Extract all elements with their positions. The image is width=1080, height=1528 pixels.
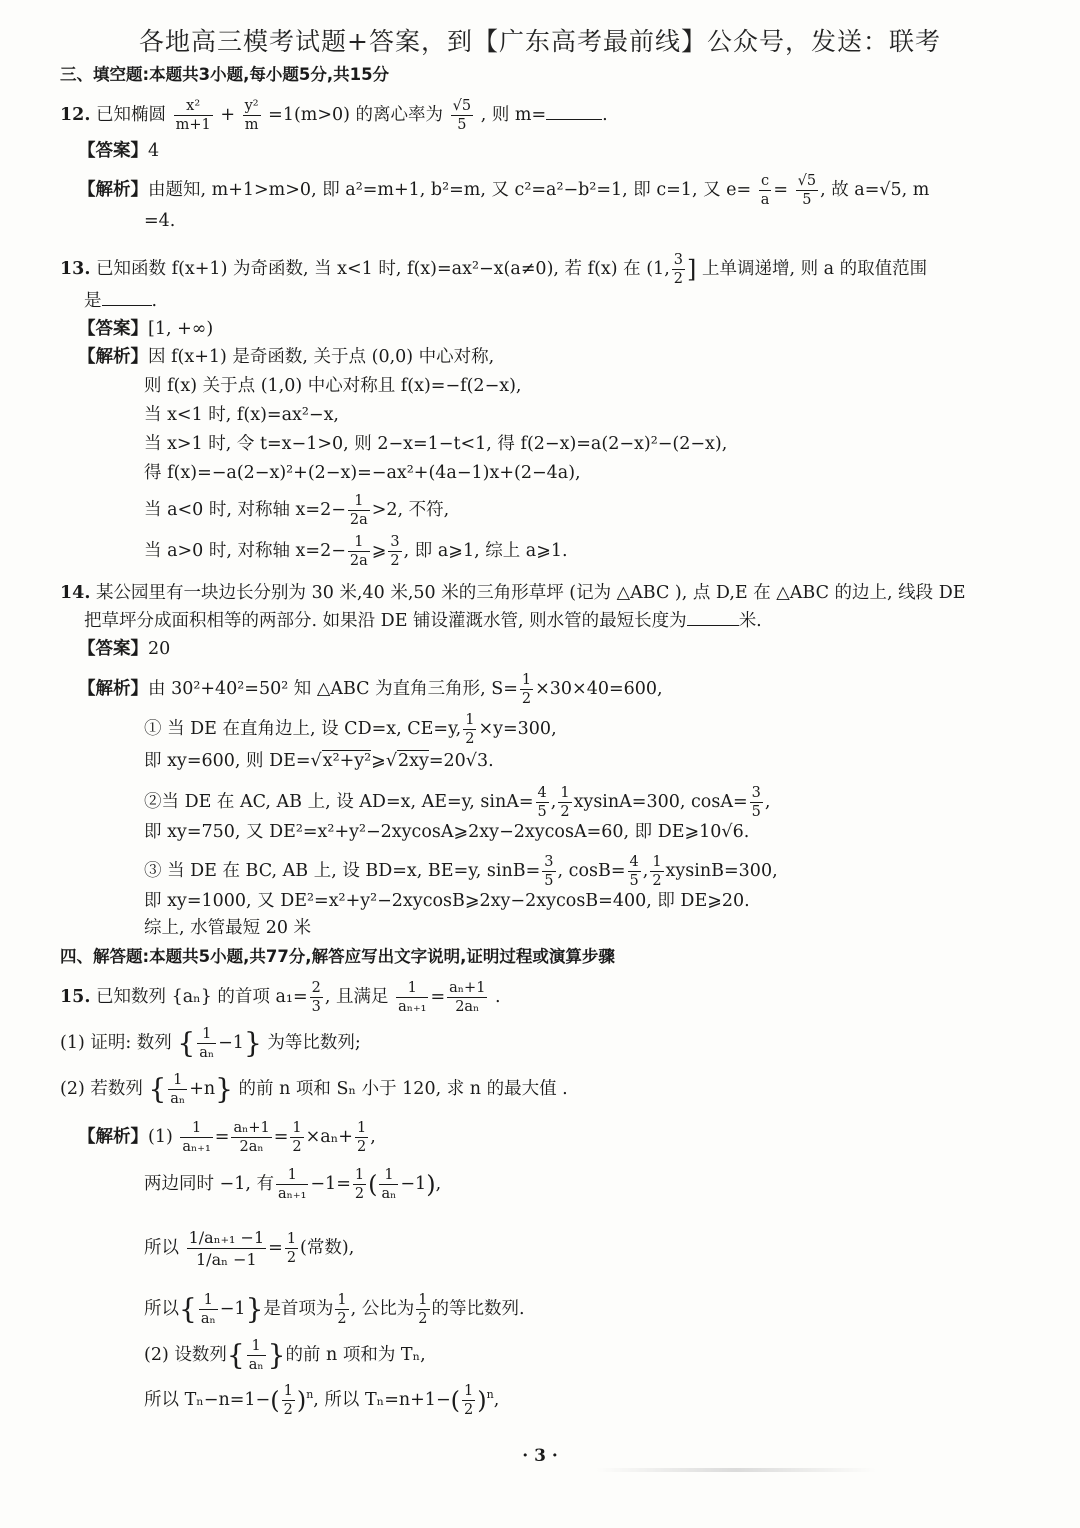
q13-s6-num: 1 xyxy=(348,493,370,511)
q13-s7-den2: 2 xyxy=(390,553,400,569)
q15-s4-in: −1 xyxy=(219,1299,246,1319)
q13-stem-line-1 xyxy=(60,252,927,287)
q14-s6-d2: 5 xyxy=(629,873,639,889)
q14-s3-b: ⩾ xyxy=(371,751,386,771)
q13-interval-num: 3 xyxy=(673,252,683,268)
q15-s4-frac3 xyxy=(416,1292,429,1327)
q12-ecc-num: √5 xyxy=(452,98,472,114)
q12-tail: , 则 m= xyxy=(480,105,547,125)
q13-solution-s6 xyxy=(144,493,449,528)
q15-solution-s3 xyxy=(144,1228,354,1269)
q13-solution-s2: 则 f(x) 关于点 (1,0) 中心对称且 f(x)=−f(2−x), xyxy=(144,376,522,396)
q12-sol-ca xyxy=(759,173,772,208)
q14-s6-d3: 2 xyxy=(652,873,662,889)
q15-solution-s6 xyxy=(144,1382,499,1418)
q15-p1-lbrace-icon: { xyxy=(177,1026,196,1060)
q13-s7-num2: 3 xyxy=(390,534,400,550)
q15-part-1 xyxy=(60,1026,361,1061)
q15-s2-n1: 1 xyxy=(276,1167,308,1185)
q14-solution-line-1 xyxy=(78,672,663,707)
q15-p2-b: 的前 n 项和 Sₙ 小于 120, 求 n 的最大值 . xyxy=(238,1079,568,1099)
q15-s4-a: 所以 xyxy=(144,1299,179,1319)
q13-answer-blank xyxy=(102,305,152,306)
q15-s4-b: 是首项为 xyxy=(263,1299,334,1319)
q15-s1-a: (1) xyxy=(148,1127,173,1147)
q14-s6-frac2 xyxy=(628,854,641,889)
q12-eq: =1(m>0) 的离心率为 xyxy=(268,105,444,125)
q15-p2-in: +n xyxy=(189,1079,216,1099)
q15-stem-frac1 xyxy=(310,980,323,1015)
q14-s6-d1: 5 xyxy=(544,873,554,889)
q15-s2-c: −1 xyxy=(400,1174,427,1194)
q14-s4-frac3 xyxy=(750,785,763,820)
q14-s4-d3: 5 xyxy=(751,804,761,820)
q15-s5-d: aₙ xyxy=(248,1357,264,1373)
q15-solution-s2 xyxy=(144,1167,441,1202)
q15-s6-exp2: n xyxy=(486,1388,494,1401)
q15-stem-b: , 且满足 xyxy=(324,987,389,1007)
q15-s2-b: −1= xyxy=(310,1174,351,1194)
q15-s6-rparen1-icon: ) xyxy=(296,1386,307,1415)
q14-s6-b: , cosB= xyxy=(557,861,626,881)
q12-answer-blank xyxy=(546,119,602,120)
q15-s6-exp1: n xyxy=(306,1388,314,1401)
q13-solution-line-1 xyxy=(78,344,494,370)
q15-s5-rbrace-icon: } xyxy=(267,1338,286,1372)
q15-s2-n3: 1 xyxy=(379,1167,398,1185)
q13-text-a: 已知函数 f(x+1) 为奇函数, 当 x<1 时, f(x)=ax²−x(a≠0), 若 f(x) 在 xyxy=(96,259,641,279)
q14-answer-line xyxy=(78,636,170,662)
q15-s5-frac xyxy=(247,1338,266,1373)
q15-s2-frac2 xyxy=(353,1167,366,1202)
q15-stem-a: 已知数列 {aₙ} 的首项 a₁= xyxy=(96,987,308,1007)
q14-answer-label: 【答案】 xyxy=(78,639,148,659)
q14-solution-s8: 综上, 水管最短 20 米 xyxy=(144,918,312,938)
q13-s7-c: , 即 a⩾1, 综上 a⩾1. xyxy=(403,541,568,561)
q15-solution-label: 【解析】 xyxy=(78,1127,148,1147)
q15-s6-a: 所以 Tₙ−n=1− xyxy=(144,1390,271,1410)
q15-s1-n1: 1 xyxy=(180,1120,212,1138)
q15-p2-den: aₙ xyxy=(170,1091,186,1107)
q12-sol-e-den: 5 xyxy=(802,192,812,208)
q15-number: 15. xyxy=(60,987,91,1007)
q15-p1-num: 1 xyxy=(197,1026,216,1044)
q15-s4-frac1 xyxy=(199,1292,218,1327)
banner-header: 各地高三模考试题+答案，到【广东高考最前线】公众号，发送：联考 xyxy=(139,27,941,56)
q14-s2-den: 2 xyxy=(465,731,475,747)
q14-answer-blank xyxy=(687,625,739,626)
q15-s3-n: 1 xyxy=(286,1231,297,1247)
q15-s1-frac1 xyxy=(180,1120,212,1155)
q15-s6-c: , xyxy=(493,1390,500,1410)
q13-s6-a: 当 a<0 时, 对称轴 x=2− xyxy=(144,500,346,520)
q15-p2-num: 1 xyxy=(168,1072,187,1090)
q15-s4-n2: 1 xyxy=(337,1292,347,1308)
q12-sol-eq: = xyxy=(773,180,789,200)
q14-s3-c: =20√3. xyxy=(428,751,494,771)
q13-s6-frac xyxy=(348,493,370,528)
q14-s2-num: 1 xyxy=(465,712,475,728)
q12-lead: 已知椭圆 xyxy=(96,105,167,125)
q15-s4-c: , 公比为 xyxy=(350,1299,415,1319)
q15-s4-d: 的等比数列. xyxy=(431,1299,525,1319)
q15-solution-s5 xyxy=(144,1338,426,1373)
q14-s4-n1: 4 xyxy=(537,785,547,801)
q15-p1-den: aₙ xyxy=(199,1045,215,1061)
q12-solution-text-a: 由题知, m+1>m>0, 即 a²=m+1, b²=m, 又 c²=a²−b²=1, 即 c=1, 又 e= xyxy=(148,180,752,200)
q14-line1: 某公园里有一块边长分别为 30 米,40 米,50 米的三角形草坪 (记为 △ABC ), 点 D,E 在 △ABC 的边上, 线段 DE xyxy=(96,583,966,603)
q14-s1-den: 2 xyxy=(521,691,532,707)
q13-line2-end: . xyxy=(151,291,158,311)
q13-interval-close: ] xyxy=(687,255,697,284)
q15-s4-rbrace-icon: } xyxy=(245,1292,264,1326)
q12-ecc xyxy=(451,98,473,133)
q15-s3-a: 所以 xyxy=(144,1238,179,1258)
section-4-title: 四、解答题:本题共5小题,共77分,解答应写出文字说明,证明过程或演算步骤 xyxy=(60,947,615,966)
q14-solution-s2 xyxy=(144,712,557,747)
q12-plus: + xyxy=(220,105,235,125)
q15-s6-n2: 1 xyxy=(463,1383,474,1399)
q13-solution-s5: 得 f(x)=−a(2−x)²+(2−x)=−ax²+(4a−1)x+(2−4a), xyxy=(144,463,581,483)
q15-s2-lparen-icon: ( xyxy=(368,1170,378,1199)
q14-s6-d: xysinB=300, xyxy=(665,861,778,881)
q15-stem-frac2 xyxy=(396,980,428,1015)
q15-s5-b: 的前 n 项和为 Tₙ, xyxy=(285,1345,426,1365)
q12-stem xyxy=(60,98,608,133)
q14-s2-b: ×y=300, xyxy=(478,719,557,739)
q12-frac2-num: y² xyxy=(244,98,259,114)
q15-stem-d: . xyxy=(495,987,501,1007)
scan-artifact xyxy=(596,1468,876,1472)
q14-s4-d1: 5 xyxy=(537,804,547,820)
q15-s1-d1: aₙ₊₁ xyxy=(182,1139,211,1155)
q15-s6-b: , 所以 Tₙ=n+1− xyxy=(313,1390,451,1410)
q15-s6-rparen2-icon: ) xyxy=(477,1386,487,1415)
q15-solution-s4 xyxy=(144,1292,525,1327)
q15-s1-d4: 2 xyxy=(356,1139,367,1155)
q14-s6-n3: 1 xyxy=(652,854,662,870)
q15-s1-d: ×aₙ+ xyxy=(305,1127,353,1147)
q12-frac2 xyxy=(243,98,261,133)
q15-s1-c: = xyxy=(273,1127,289,1147)
q15-stem xyxy=(60,980,501,1015)
q13-s7-a: 当 a>0 时, 对称轴 x=2− xyxy=(144,541,346,561)
q15-s1-frac2 xyxy=(231,1120,271,1155)
q15-stem-c: = xyxy=(430,987,446,1007)
q14-s3-root2: 2xy xyxy=(397,751,429,771)
q15-s1-e: , xyxy=(370,1127,376,1147)
q15-s5-a: (2) 设数列 xyxy=(144,1345,227,1365)
q15-stem-d3: 2aₙ xyxy=(455,999,480,1015)
q15-s1-d3: 2 xyxy=(292,1139,302,1155)
q15-s4-lbrace-icon: { xyxy=(179,1292,197,1326)
q12-solution-label: 【解析】 xyxy=(78,180,148,200)
q12-end: . xyxy=(602,105,608,125)
q14-s6-c: , xyxy=(642,861,649,881)
q15-s3-compound-frac xyxy=(187,1228,267,1269)
q15-s1-frac3 xyxy=(290,1120,303,1155)
q12-answer: 4 xyxy=(148,141,160,161)
q12-solution-line-1 xyxy=(78,173,929,208)
q14-s4-frac2 xyxy=(558,785,571,820)
q14-stem-line-2 xyxy=(84,608,762,634)
q12-number: 12. xyxy=(60,105,91,125)
q15-p1-a: (1) 证明: 数列 xyxy=(60,1033,172,1053)
q14-answer: 20 xyxy=(148,639,171,659)
q12-answer-label: 【答案】 xyxy=(78,141,148,161)
q14-s1-frac xyxy=(520,672,533,707)
q15-s6-lparen2-icon: ( xyxy=(450,1386,460,1415)
q14-s4-d2: 2 xyxy=(560,804,570,820)
q12-ecc-den: 5 xyxy=(457,117,467,133)
q13-s7-frac2 xyxy=(388,534,401,569)
q13-answer-line xyxy=(78,316,213,342)
q13-line2-a: 是 xyxy=(84,291,102,311)
q15-s1-b: = xyxy=(214,1127,230,1147)
q13-interval-den: 2 xyxy=(673,271,683,287)
q15-solution-s1 xyxy=(78,1120,376,1155)
q15-s2-frac3 xyxy=(379,1167,398,1202)
q12-sol-ca-num: c xyxy=(759,173,772,191)
q13-s7-frac1 xyxy=(348,534,370,569)
q14-s6-a: ③ 当 DE 在 BC, AB 上, 设 BD=x, BE=y, sinB= xyxy=(144,861,541,881)
q15-s6-d2: 2 xyxy=(463,1402,474,1418)
q15-s3-b: = xyxy=(268,1238,283,1258)
q15-s3-c: (常数), xyxy=(300,1238,355,1258)
q14-s6-frac1 xyxy=(542,854,555,889)
q15-s4-n1: 1 xyxy=(199,1292,218,1310)
q13-interval-frac xyxy=(672,252,685,287)
q13-answer: [1, +∞) xyxy=(148,319,214,339)
q15-s2-n2: 1 xyxy=(354,1167,365,1183)
q13-s6-den: 2a xyxy=(349,512,368,528)
q15-s1-n2: aₙ+1 xyxy=(233,1120,270,1136)
q15-p2-lbrace-icon: { xyxy=(148,1072,167,1106)
q12-sol-e xyxy=(796,173,818,208)
q15-s4-d3: 2 xyxy=(418,1311,428,1327)
q15-s2-rparen-icon: ) xyxy=(426,1170,436,1199)
q14-line2-end: 米. xyxy=(738,611,762,631)
q15-s6-frac1 xyxy=(282,1383,295,1418)
q14-s4-n3: 3 xyxy=(751,785,761,801)
q13-interval-open: (1, xyxy=(646,259,670,279)
q13-s7-num: 1 xyxy=(348,534,370,552)
q15-s6-frac2 xyxy=(462,1383,475,1418)
q13-solution-s1: 因 f(x+1) 是奇函数, 关于点 (0,0) 中心对称, xyxy=(148,347,495,367)
q15-s2-d: , xyxy=(435,1174,442,1194)
q14-solution-s6 xyxy=(144,854,778,889)
q15-s3-frac xyxy=(285,1231,298,1266)
q12-solution-text-b: , 故 a=√5, m xyxy=(820,180,930,200)
q13-stem-line-2 xyxy=(84,288,157,314)
q12-answer-line xyxy=(78,138,159,164)
q14-solution-label: 【解析】 xyxy=(78,679,148,699)
q15-s1-n3: 1 xyxy=(292,1120,302,1136)
q14-s6-n2: 4 xyxy=(629,854,639,870)
q15-s4-d2: 2 xyxy=(337,1311,347,1327)
q12-frac1 xyxy=(174,98,213,133)
q14-s4-d: , xyxy=(764,792,771,812)
q14-s6-frac3 xyxy=(650,854,663,889)
q13-s7-b: ⩾ xyxy=(371,541,387,561)
q15-stem-d1: 3 xyxy=(311,999,321,1015)
q15-s4-frac2 xyxy=(335,1292,348,1327)
q15-s4-d1: aₙ xyxy=(200,1311,216,1327)
q14-s4-n2: 1 xyxy=(560,785,570,801)
q15-s3-d: 2 xyxy=(286,1250,297,1266)
q15-s6-n1: 1 xyxy=(283,1383,293,1399)
q15-s2-d2: 2 xyxy=(354,1186,365,1202)
q14-s4-b: , xyxy=(550,792,557,812)
q14-line2-a: 把草坪分成面积相等的两部分. 如果沿 DE 铺设灌溉水管, 则水管的最短长度为 xyxy=(84,611,687,631)
q15-s6-lparen1-icon: ( xyxy=(270,1386,280,1415)
q14-s3-a: 即 xy=600, 则 DE= xyxy=(144,751,311,771)
q15-stem-frac3 xyxy=(447,980,487,1015)
q15-p2-a: (2) 若数列 xyxy=(60,1079,143,1099)
q14-s2-a: ① 当 DE 在直角边上, 设 CD=x, CE=y, xyxy=(144,719,462,739)
q14-s1-num: 1 xyxy=(521,672,532,688)
q15-p1-b: 为等比数列; xyxy=(267,1033,361,1053)
q12-sol-e-num: √5 xyxy=(797,173,817,189)
q14-s2-frac xyxy=(463,712,476,747)
q14-s4-frac1 xyxy=(536,785,549,820)
q14-s6-n1: 3 xyxy=(544,854,554,870)
q14-solution-s3: 即 xy=600, 则 DE=√x²+y²⩾√2xy=20√3. xyxy=(144,751,494,771)
q15-p1-frac xyxy=(197,1026,216,1061)
q14-s4-c: xysinA=300, cosA= xyxy=(573,792,748,812)
q15-p2-rbrace-icon: } xyxy=(215,1072,233,1106)
q14-stem-line-1 xyxy=(60,580,966,606)
q13-solution-s7 xyxy=(144,534,568,569)
q13-solution-s3: 当 x<1 时, f(x)=ax²−x, xyxy=(144,405,339,425)
q15-part-2 xyxy=(60,1072,568,1107)
q14-s4-a: ②当 DE 在 AC, AB 上, 设 AD=x, AE=y, sinA= xyxy=(144,792,534,812)
q14-solution-s7: 即 xy=1000, 又 DE²=x²+y²−2xycosB⩾2xy−2xycosB=400, 即 DE⩾20. xyxy=(144,891,750,911)
q13-s7-den: 2a xyxy=(349,553,368,569)
q15-s4-n3: 1 xyxy=(418,1292,428,1308)
q13-solution-label: 【解析】 xyxy=(78,347,148,367)
q15-s2-a: 两边同时 −1, 有 xyxy=(144,1174,274,1194)
q14-solution-s4 xyxy=(144,785,770,820)
q12-frac1-num: x² xyxy=(174,98,213,116)
q15-s3-top: 1/aₙ₊₁ −1 xyxy=(188,1228,265,1247)
q15-s6-d1: 2 xyxy=(283,1402,293,1418)
q13-s6-b: >2, 不符, xyxy=(371,500,450,520)
q15-s2-d3: aₙ xyxy=(381,1186,397,1202)
q12-sol-ca-den: a xyxy=(760,192,770,208)
q15-s3-bot: 1/aₙ −1 xyxy=(196,1250,257,1269)
q15-s1-n4: 1 xyxy=(356,1120,367,1136)
section-3-title: 三、填空题:本题共3小题,每小题5分,共15分 xyxy=(60,65,390,84)
q15-stem-n2: 1 xyxy=(396,980,428,998)
page-number: · 3 · xyxy=(522,1446,558,1466)
q14-s3-root1: x²+y² xyxy=(322,751,372,771)
q15-stem-d2: aₙ₊₁ xyxy=(398,999,427,1015)
q13-text-b: 上单调递增, 则 a 的取值范围 xyxy=(701,259,928,279)
q15-stem-n1: 2 xyxy=(311,980,321,996)
q15-s2-frac1 xyxy=(276,1167,308,1202)
q15-stem-n3: aₙ+1 xyxy=(449,980,486,996)
q15-s5-n: 1 xyxy=(247,1338,266,1356)
q15-p1-in: −1 xyxy=(218,1033,244,1053)
q12-solution-line-2: =4. xyxy=(144,211,176,231)
q15-p1-rbrace-icon: } xyxy=(243,1026,262,1060)
q14-number: 14. xyxy=(60,583,91,603)
q12-frac1-den: m+1 xyxy=(175,117,211,133)
q15-s2-d1: aₙ₊₁ xyxy=(278,1186,307,1202)
q13-answer-label: 【答案】 xyxy=(78,319,148,339)
q15-p2-frac xyxy=(168,1072,187,1107)
q12-frac2-den: m xyxy=(244,117,259,133)
q14-s1-b: ×30×40=600, xyxy=(535,679,663,699)
q15-s5-lbrace-icon: { xyxy=(226,1338,245,1372)
q15-s1-d2: 2aₙ xyxy=(239,1139,264,1155)
q13-number: 13. xyxy=(60,259,91,279)
q13-solution-s4: 当 x>1 时, 令 t=x−1>0, 则 2−x=1−t<1, 得 f(2−x)=a(2−x)²−(2−x), xyxy=(144,434,728,454)
q14-s1-a: 由 30²+40²=50² 知 △ABC 为直角三角形, S= xyxy=(148,679,518,699)
q15-s1-frac4 xyxy=(355,1120,368,1155)
q14-solution-s5: 即 xy=750, 又 DE²=x²+y²−2xycosA⩾2xy−2xycosA=60, 即 DE⩾10√6. xyxy=(144,822,750,842)
